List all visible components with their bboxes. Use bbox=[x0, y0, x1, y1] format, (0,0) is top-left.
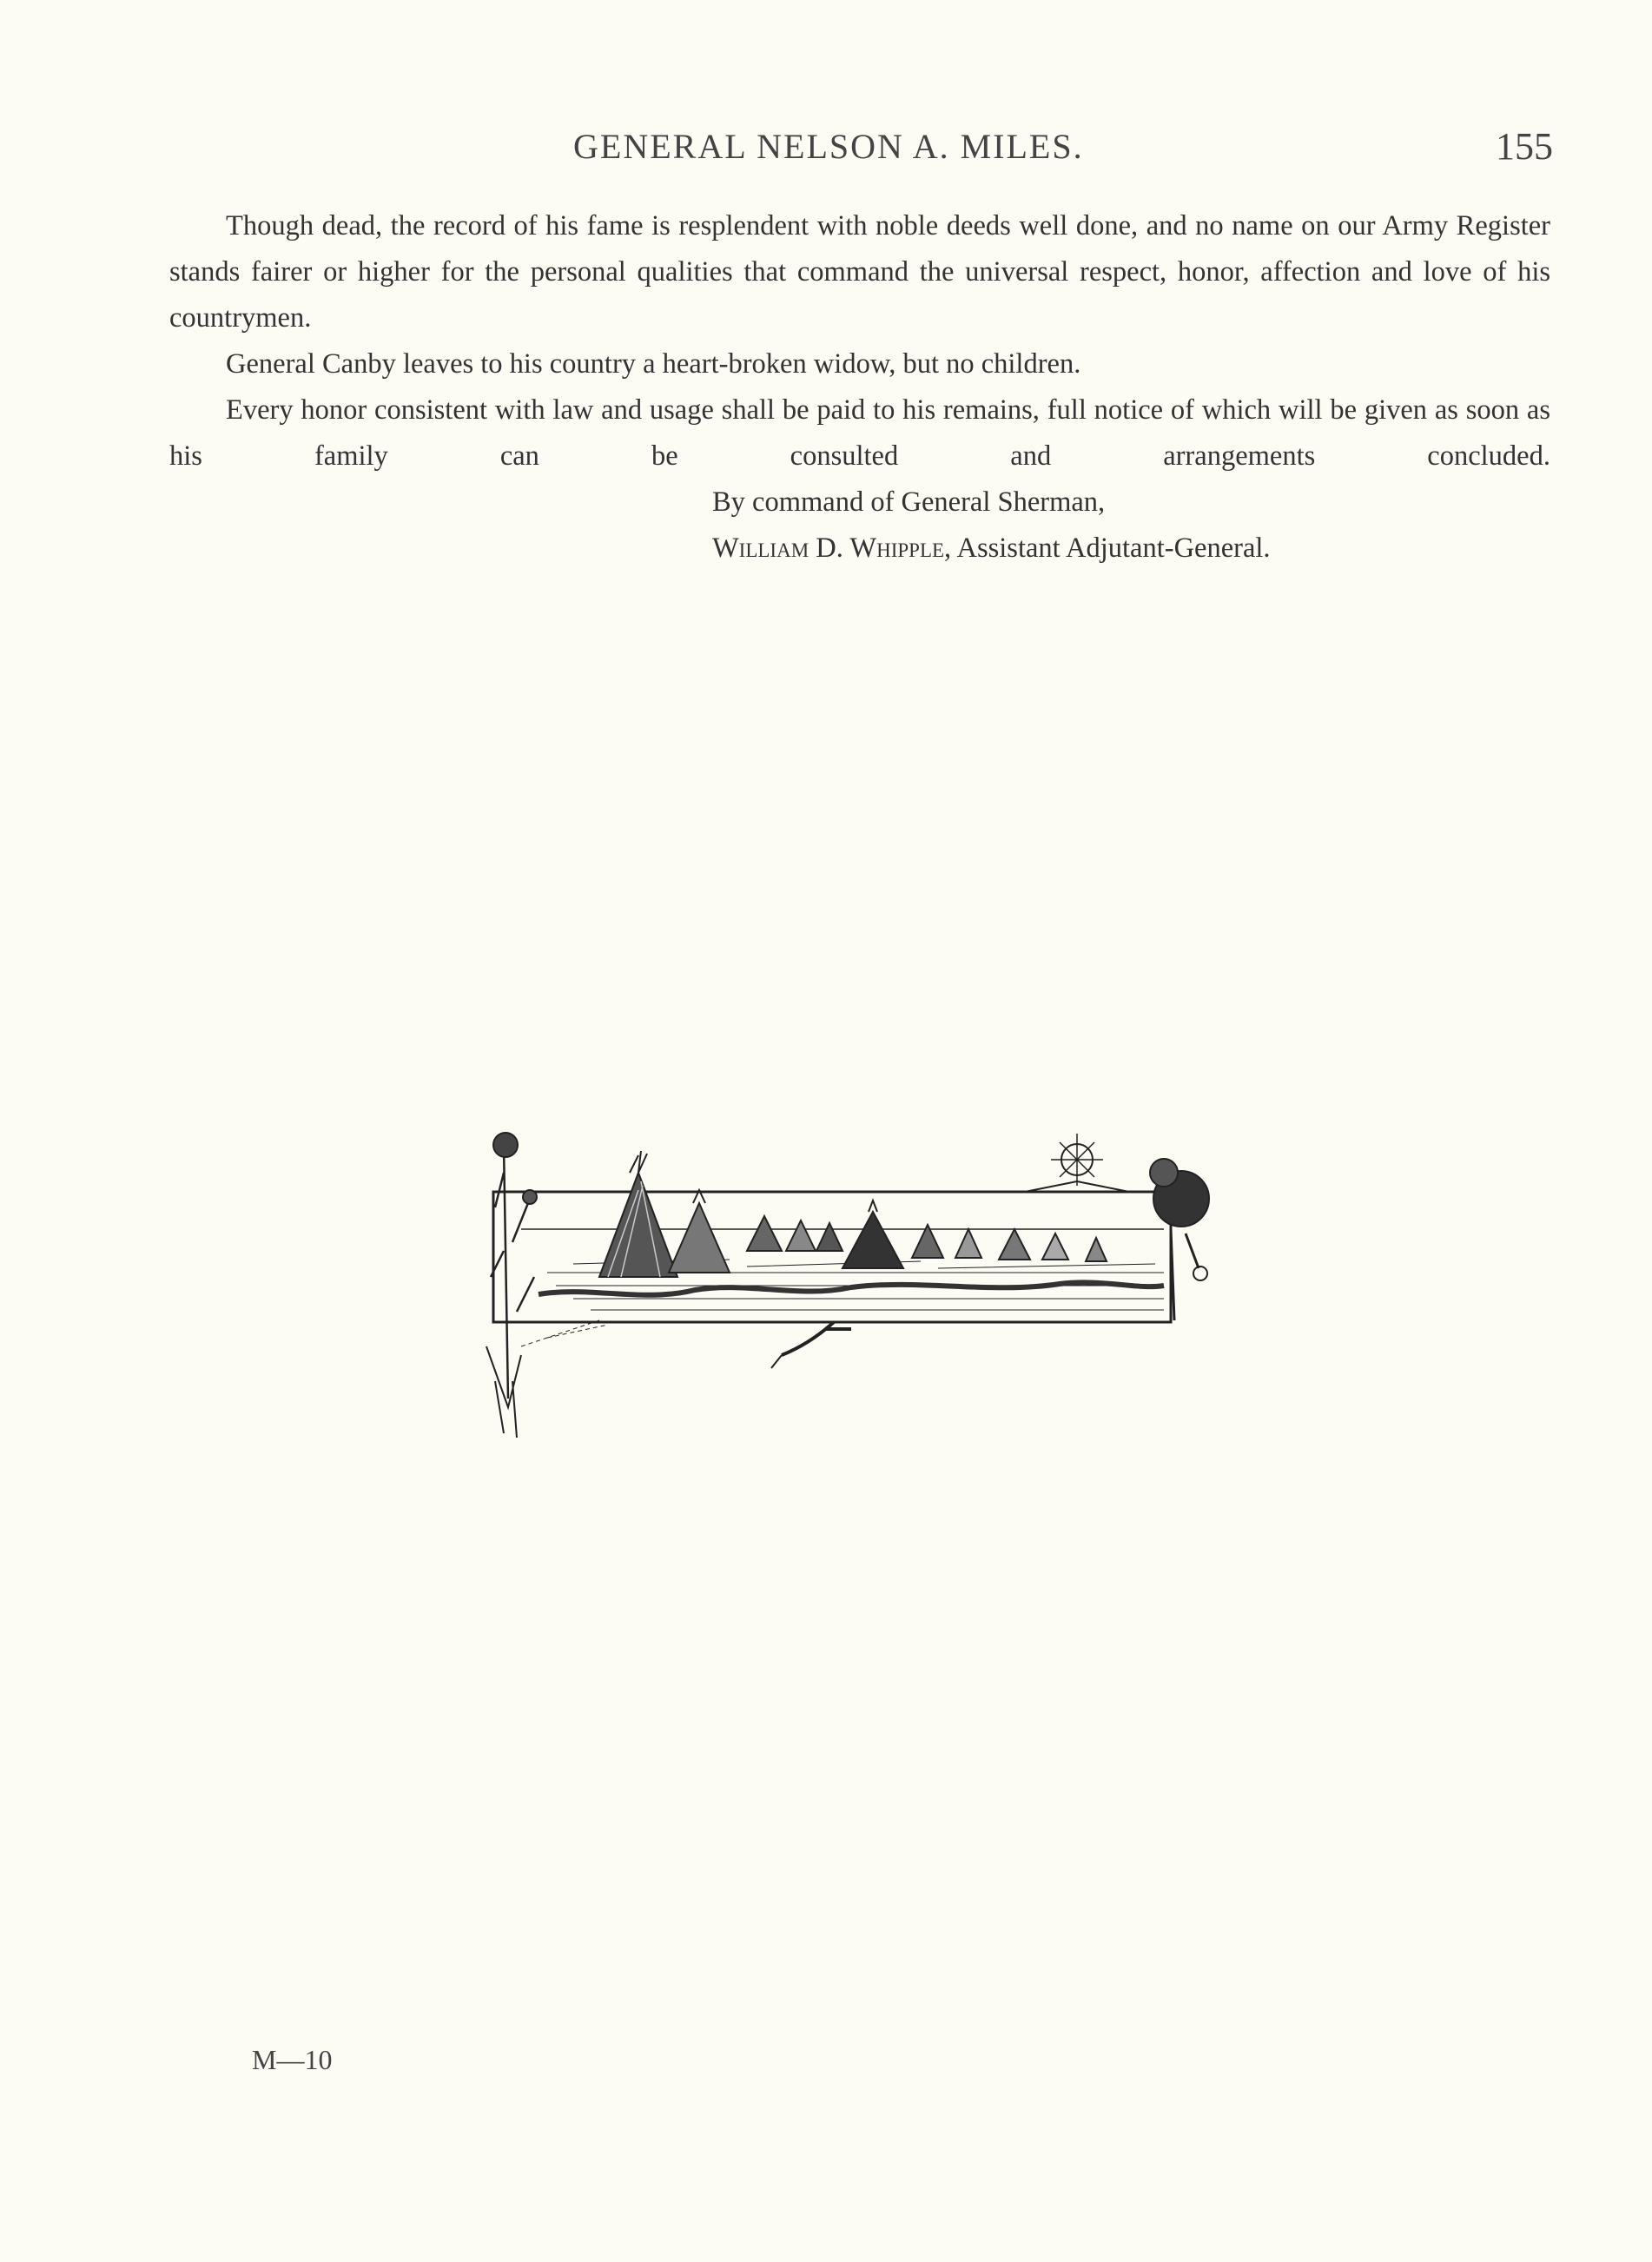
signature-mark: M—10 bbox=[252, 2044, 333, 2075]
signoff-signature bbox=[169, 526, 1550, 572]
signatory-name: William D. Whipple bbox=[712, 532, 945, 564]
paragraph: Though dead, the record of his fame is resplendent with noble deeds well done, and no name on our Army Register stands fairer or higher for the personal qualities that command the universal respect, honor, affection and love of his countrymen. bbox=[169, 210, 1550, 334]
running-head: GENERAL NELSON A. MILES. bbox=[573, 127, 1084, 166]
tipi-camp-vignette bbox=[469, 1121, 1268, 1451]
body-text bbox=[169, 203, 1550, 572]
page-number: 155 bbox=[1496, 125, 1553, 168]
signoff-line: By command of General Sherman, bbox=[712, 486, 1106, 518]
paragraph: General Canby leaves to his country a heart-broken widow, but no children. bbox=[226, 348, 1081, 380]
paragraph: Every honor consistent with law and usage shall be paid to his remains, full notice of which will be given as soon as his family can be consulted and arrangements concluded. bbox=[169, 394, 1550, 472]
signatory-title: , Assistant Adjutant-General. bbox=[944, 532, 1271, 564]
